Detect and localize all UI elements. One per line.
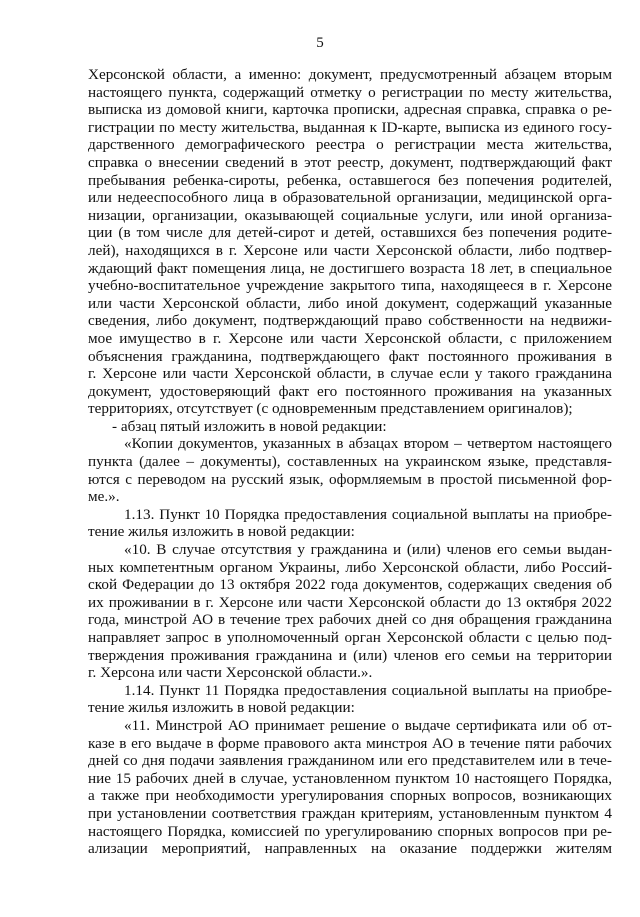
text-line: дней со дня подачи заявления гражданином или его представителем или в тече- [88,752,612,770]
text-line: лей), находящихся в г. Херсоне или части Херсонской области, либо подтвер- [88,241,612,259]
text-line: документ, удостоверяющий факт его постоянного проживания на указанных [88,382,612,400]
text-line: ждающий факт помещения лица, не достигшего возраста 18 лет, в специальное [88,259,612,277]
text-line: низации, организации, оказывающей социальные услуги, или иной организа- [88,206,612,224]
text-line: пребывания ребенка-сироты, ребенка, оставшегося без попечения родителей, [88,171,612,189]
text-line: при установлении соответствия граждан критериям, установленным пунктом 4 [88,804,612,822]
body-text [88,66,612,858]
text-line: справка о внесении сведений в этот реестр, документ, подтверждающий факт [88,153,612,171]
text-line: учебно-воспитательное учреждение закрытого типа, находящееся в г. Херсоне [88,277,612,295]
text-line: «11. Минстрой АО принимает решение о выдаче сертификата или об от- [124,716,612,734]
text-line: сведения, либо документ, подтверждающий право собственности на недвижи- [88,312,612,330]
text-line: направляет запрос в уполномоченный орган Херсонской области с целью под- [88,629,612,646]
text-line: тение жилья изложить в новой редакции: [88,699,355,717]
text-line: а также при необходимости урегулирования спорных вопросов, возникающих [88,787,612,805]
text-line: ных компетентным органом Украины, либо Херсонской области, либо Россий- [88,558,612,576]
text-line: ализации мероприятий, направленных на оказание поддержки жителям [88,840,612,858]
text-line: пункта (далее – документы), составленных на украинском языке, представля- [88,453,612,471]
text-line: 1.13. Пункт 10 Порядка предоставления социальной выплаты на приобре- [124,505,612,523]
text-line: выписка из домовой книги, карточка прописки, адресная справка, справка о ре- [88,101,612,119]
page-number: 5 [316,35,324,51]
text-line: 1.14. Пункт 11 Порядка предоставления социальной выплаты на приобре- [124,681,612,699]
text-line: настоящего Порядка, комиссией по урегулированию спорных вопросов при ре- [88,822,612,840]
text-line: ме.». [88,488,120,506]
text-line: ции (в том числе для детей-сирот и детей, оставшихся без попечения родите- [88,224,612,242]
text-line: ние 15 рабочих дней в случае, установленном пунктом 10 настоящего Порядка, [88,769,612,787]
text-line: их проживании в г. Херсоне или части Херсонской области до 13 октября 2022 [88,593,612,611]
text-line: Херсонской области, а именно: документ, предусмотренный абзацем вторым [88,66,612,83]
text-line: «Копии документов, указанных в абзацах втором – четвертом настоящего [124,435,612,453]
text-line: мое имущество в г. Херсоне или части Херсонской области, с приложением [88,329,612,347]
text-line: г. Херсона или части Херсонской области.». [88,664,373,682]
text-line: объяснения гражданина, подтверждающего факт постоянного проживания в [88,347,612,365]
text-line: или части Херсонской области, либо иной документ, содержащий указанные [88,294,612,312]
text-line: г. Херсоне или части Херсонской области, в случае если у такого гражданина [88,365,612,383]
text-line: или недееспособного лица в образовательной организации, медицинской орга- [88,189,612,207]
text-line: ской Федерации до 13 октября 2022 года документов, содержащих сведения об [88,576,612,594]
text-line: - абзац пятый изложить в новой редакции: [112,417,387,435]
text-line: казе в его выдаче в форме правового акта минстроя АО в течение пяти рабочих [88,734,612,752]
text-line: гистрации по месту жительства, выданная к ID-карте, выписка из единого госу- [88,118,612,136]
text-line: дарственного демографического реестра о регистрации места жительства, [88,136,612,154]
text-line: территориях, отсутствует (с одновременным представлением оригиналов); [88,400,573,418]
text-line: года, минстрой АО в течение трех рабочих дней со дня обращения гражданина [88,611,612,629]
text-line: настоящего пункта, содержащий отметку о регистрации по месту жительства, [88,83,612,101]
text-line: «10. В случае отсутствия у гражданина и (или) членов его семьи выдан- [124,541,612,559]
text-line: тверждения проживания гражданина и (или) членов его семьи на территории [88,646,612,664]
text-line: ются с переводом на русский язык, оформляемым в простой письменной фор- [88,470,612,488]
text-line: тение жилья изложить в новой редакции: [88,523,355,541]
